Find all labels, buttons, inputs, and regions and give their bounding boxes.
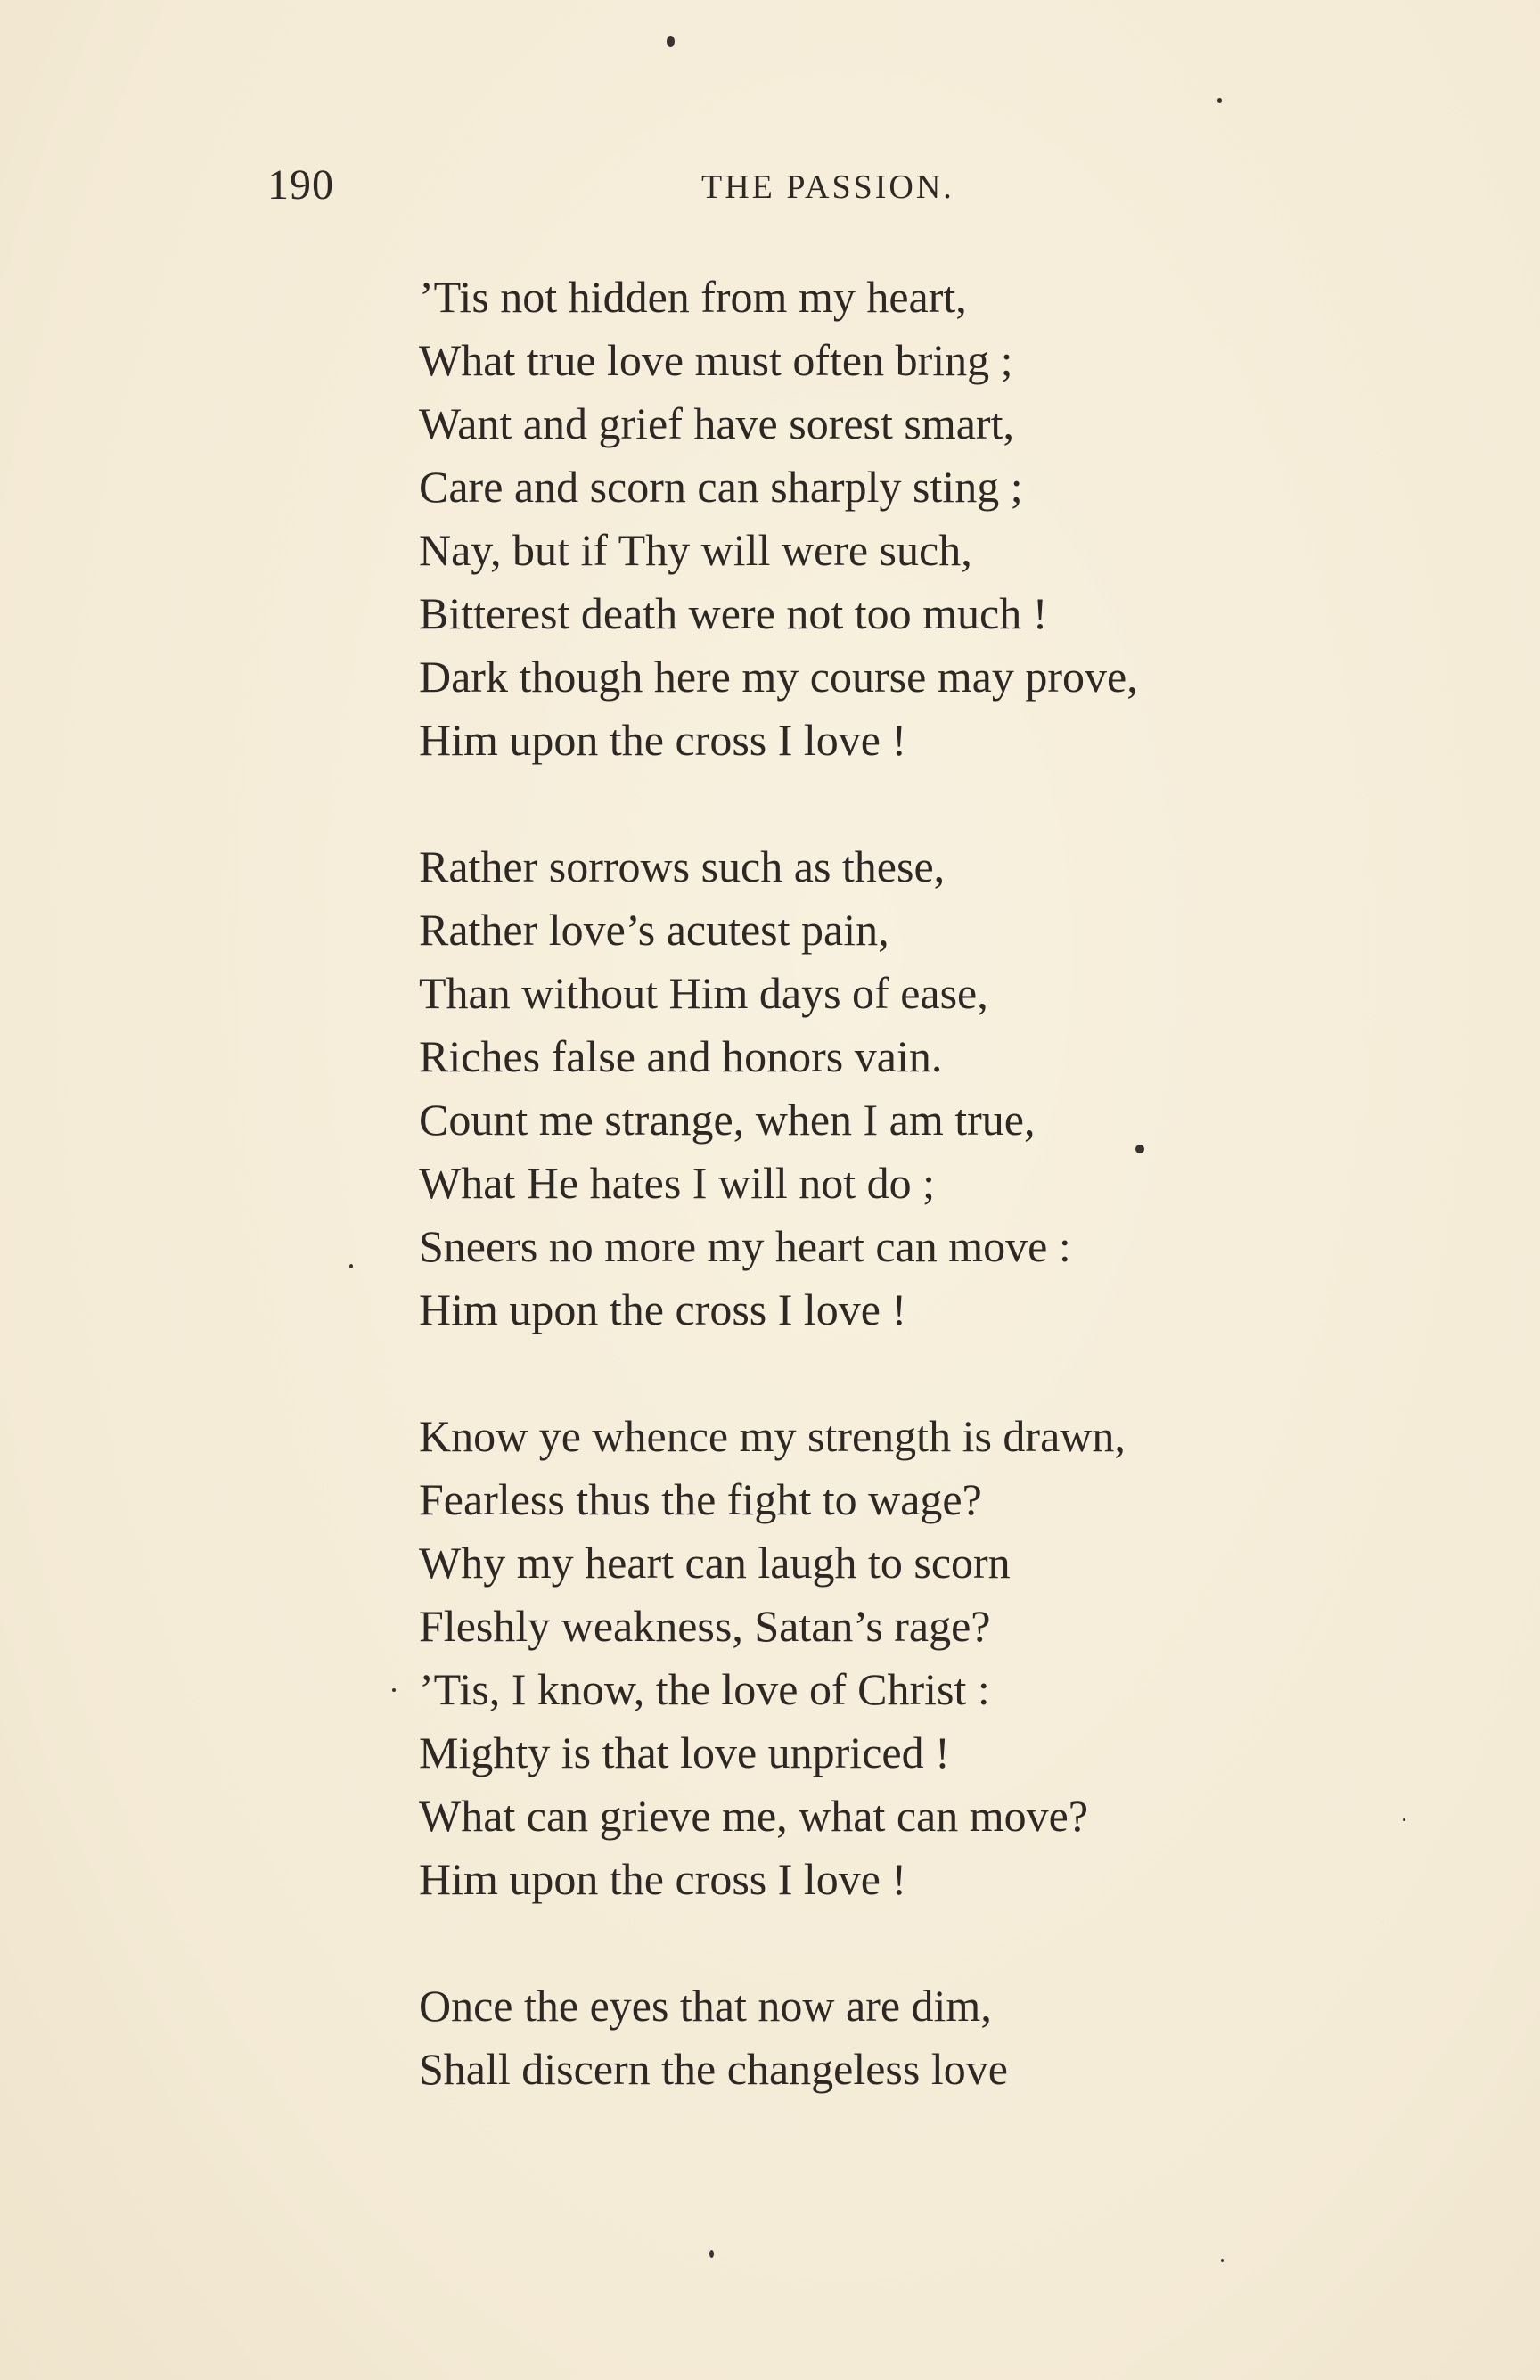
poem-line: Know ye whence my strength is drawn, [419, 1411, 1126, 1461]
poem-line: Mighty is that love unpriced ! [419, 1728, 950, 1777]
stanza-4 [419, 1974, 1417, 2101]
print-speck [392, 1688, 396, 1692]
poem-line: What He hates I will not do ; [419, 1158, 936, 1208]
poem-line: What true love must often bring ; [419, 335, 1013, 385]
poem-line: Why my heart can laugh to scorn [419, 1538, 1011, 1588]
poem-line: Nay, but if Thy will were such, [419, 525, 972, 575]
running-title: THE PASSION. [701, 168, 954, 206]
poem-line: ’Tis, I know, the love of Christ : [419, 1664, 990, 1714]
poem-line: Sneers no more my heart can move : [419, 1221, 1071, 1271]
poem-line: Care and scorn can sharply sting ; [419, 462, 1023, 512]
print-speck [667, 36, 675, 47]
poem-line: Him upon the cross I love ! [419, 1854, 907, 1904]
poem-line: Fearless thus the fight to wage? [419, 1474, 982, 1524]
page-header [0, 160, 1540, 214]
poem-line: Dark though here my course may prove, [419, 652, 1138, 702]
print-speck [1221, 2259, 1224, 2262]
poem-line: Fleshly weakness, Satan’s rage? [419, 1601, 991, 1651]
poem-line: Rather sorrows such as these, [419, 841, 946, 891]
print-speck [1217, 98, 1222, 103]
poem-line: Than without Him days of ease, [419, 968, 988, 1018]
print-speck [349, 1264, 353, 1268]
poem [419, 266, 1417, 2101]
poem-line: Shall discern the changeless love [419, 2044, 1008, 2094]
poem-line: Bitterest death were not too much ! [419, 588, 1048, 638]
poem-line: What can grieve me, what can move? [419, 1791, 1089, 1841]
poem-line: Once the eyes that now are dim, [419, 1981, 992, 2031]
poem-line: Riches false and honors vain. [419, 1031, 943, 1081]
poem-line: Rather love’s acutest pain, [419, 905, 889, 955]
stanza-1 [419, 266, 1417, 772]
print-speck [709, 2250, 714, 2258]
poem-line: Him upon the cross I love ! [419, 1284, 907, 1334]
stanza-2 [419, 835, 1417, 1342]
poem-line: Want and grief have sorest smart, [419, 398, 1014, 448]
poem-line: Him upon the cross I love ! [419, 715, 907, 765]
page-number: 190 [267, 161, 334, 209]
print-speck [1135, 1145, 1144, 1153]
print-speck [1403, 1818, 1405, 1821]
poem-line: Count me strange, when I am true, [419, 1095, 1036, 1145]
stanza-3 [419, 1405, 1417, 1911]
poem-line: ’Tis not hidden from my heart, [419, 272, 967, 322]
